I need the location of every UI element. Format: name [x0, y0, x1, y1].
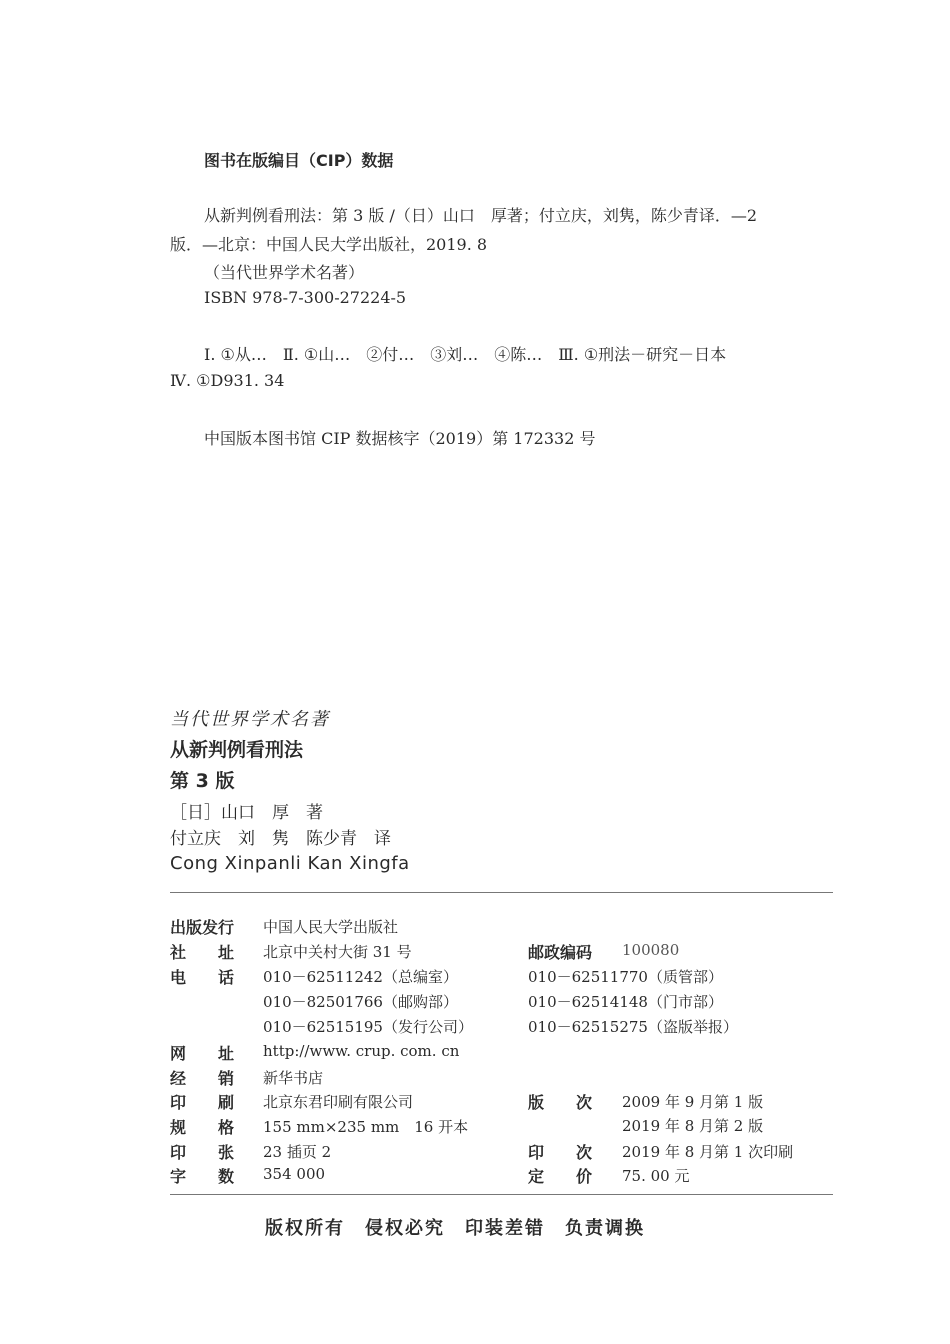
- divider-top: [170, 892, 833, 893]
- edition-value-1: 2009 年 9 月第 1 版: [622, 1093, 764, 1111]
- price-label: 定 价: [528, 1167, 593, 1186]
- postcode-label: 邮政编码: [528, 943, 593, 962]
- format-value: 155 mm×235 mm 16 开本: [263, 1118, 469, 1136]
- sheets-label: 印 张: [170, 1143, 235, 1162]
- book-title: 从新判例看刑法: [170, 739, 304, 761]
- website-label: 网 址: [170, 1044, 235, 1063]
- book-translators: 付立庆 刘 隽 陈少青 译: [170, 829, 391, 849]
- publisher-value: 中国人民大学出版社: [263, 918, 399, 936]
- cip-classification-2: Ⅳ. ①D931. 34: [170, 371, 285, 390]
- cip-record-line-2: 版．—北京：中国人民大学出版社，2019. 8: [170, 235, 488, 254]
- distributor-label: 经 销: [170, 1069, 235, 1088]
- printing-value: 2019 年 8 月第 1 次印刷: [622, 1143, 794, 1161]
- cip-record-line-1: 从新判例看刑法：第 3 版 /（日）山口 厚著；付立庆，刘隽，陈少青译．—2: [204, 206, 758, 225]
- phone-right-1: 010－62511770（质管部）: [528, 968, 723, 986]
- series-name: 当代世界学术名著: [170, 709, 330, 730]
- sheets-value: 23 插页 2: [263, 1143, 332, 1161]
- printing-label: 印 次: [528, 1143, 593, 1162]
- cip-heading: 图书在版编目（CIP）数据: [204, 151, 394, 170]
- book-edition: 第 3 版: [170, 770, 235, 792]
- cip-isbn: ISBN 978-7-300-27224-5: [204, 288, 407, 307]
- format-label: 规 格: [170, 1118, 235, 1137]
- cip-classification-1: Ⅰ. ①从… Ⅱ. ①山… ②付… ③刘… ④陈… Ⅲ. ①刑法－研究－日本: [204, 345, 727, 364]
- phone-left-3: 010－62515195（发行公司）: [263, 1018, 473, 1036]
- divider-bottom: [170, 1194, 833, 1195]
- edition-value-2: 2019 年 8 月第 2 版: [622, 1117, 764, 1135]
- book-author: ［日］山口 厚 著: [170, 803, 323, 823]
- website-value: http://www. crup. com. cn: [263, 1042, 460, 1060]
- copyright-notice: 版权所有 侵权必究 印装差错 负责调换: [265, 1218, 645, 1239]
- word-count-value: 354 000: [263, 1165, 326, 1183]
- distributor-value: 新华书店: [263, 1069, 324, 1087]
- phone-right-2: 010－62514148（门市部）: [528, 993, 723, 1011]
- address-label: 社 址: [170, 943, 235, 962]
- phone-right-3: 010－62515275（盗版举报）: [528, 1018, 738, 1036]
- edition-label: 版 次: [528, 1093, 593, 1112]
- phone-left-1: 010－62511242（总编室）: [263, 968, 458, 986]
- postcode-value: 100080: [622, 941, 680, 959]
- printer-label: 印 刷: [170, 1093, 235, 1112]
- word-count-label: 字 数: [170, 1167, 235, 1186]
- phone-label: 电 话: [170, 968, 235, 987]
- cip-series: （当代世界学术名著）: [204, 263, 365, 282]
- price-value: 75. 00 元: [622, 1167, 690, 1185]
- publisher-label: 出版发行: [170, 918, 235, 937]
- book-pinyin-title: Cong Xinpanli Kan Xingfa: [170, 853, 410, 874]
- cip-approval-number: 中国版本图书馆 CIP 数据核字（2019）第 172332 号: [204, 429, 596, 448]
- phone-left-2: 010－82501766（邮购部）: [263, 993, 458, 1011]
- address-value: 北京中关村大街 31 号: [263, 943, 412, 961]
- printer-value: 北京东君印刷有限公司: [263, 1093, 414, 1111]
